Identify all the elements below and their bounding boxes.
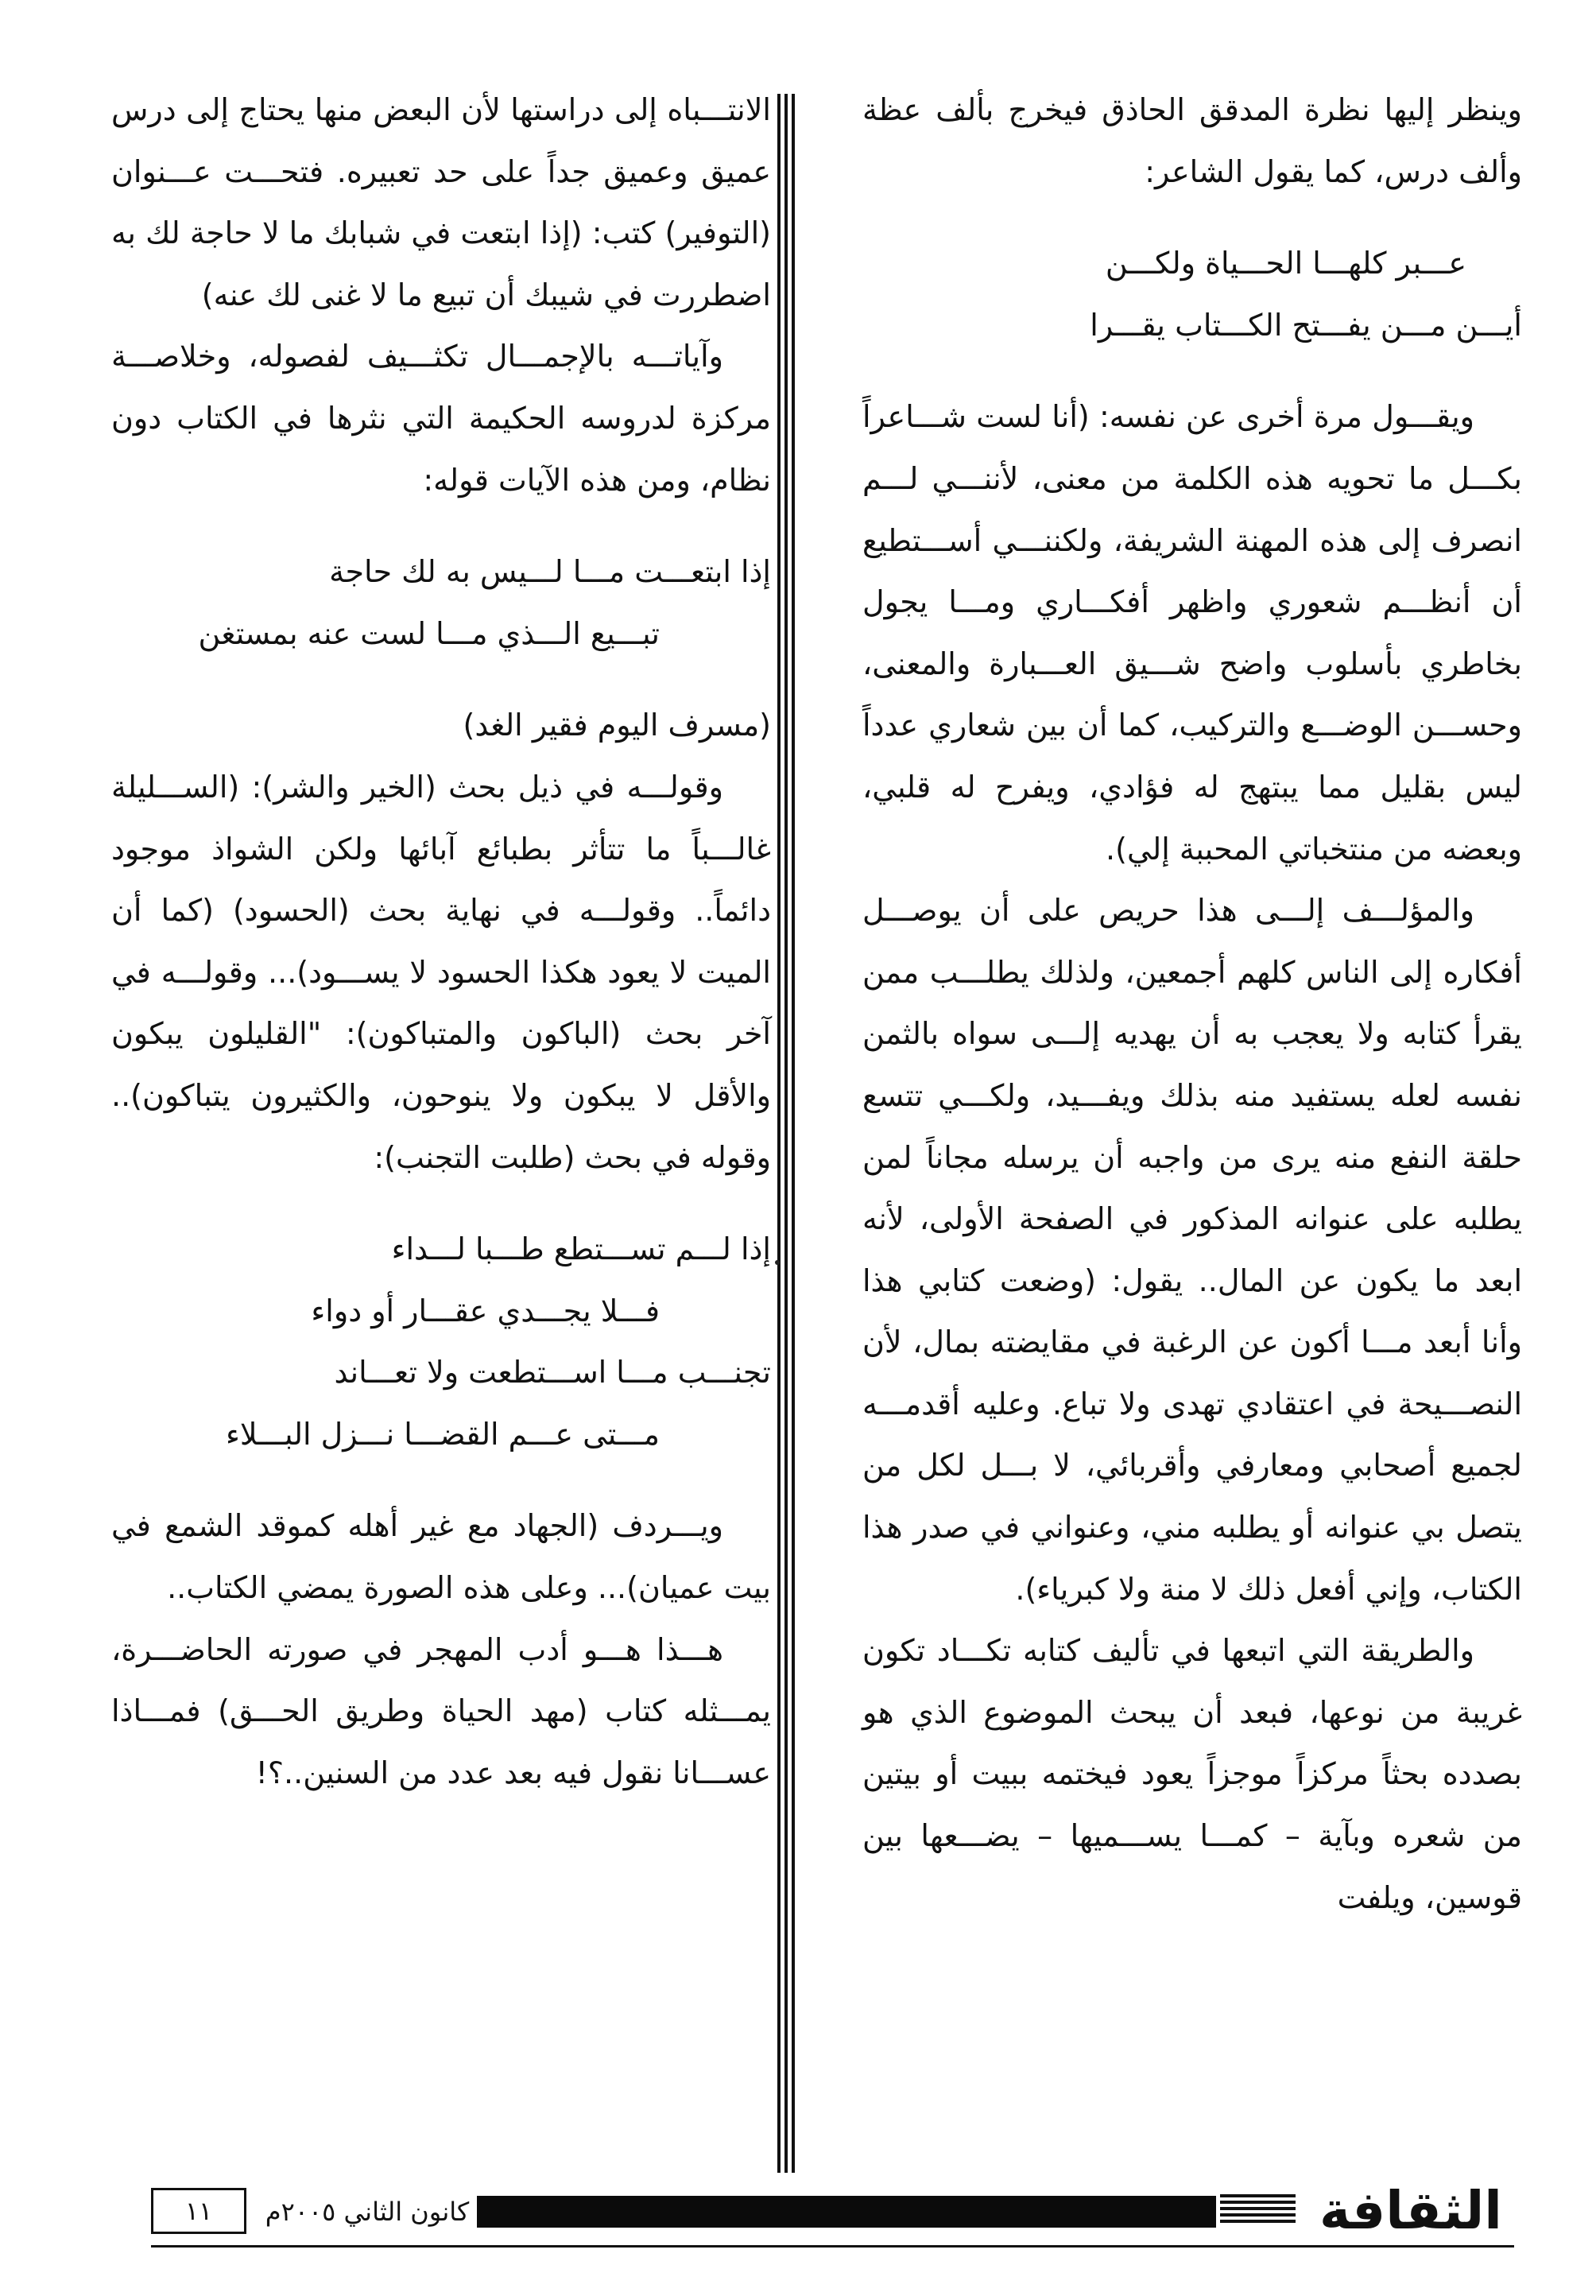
paragraph: وينظر إليها نظرة المدقق الحاذق فيخرج بألف عظة وألف درس، كما يقول الشاعر: bbox=[862, 92, 1522, 189]
footer-bar bbox=[477, 2196, 1216, 2228]
paragraph: هـــذا هـــو أدب المهجر في صورته الحاضـــرة، يمـــثله كتاب (مهد الحياة وطريق الحـــق) فمـــاذا عســـانا نقول فيه بعد عدد من السنين..؟! bbox=[111, 1631, 771, 1790]
spacer bbox=[111, 665, 771, 695]
paragraph: وآياتـــه بالإجمـــال تكثـــيف لفصوله، وخلاصـــة مركزة لدروسه الحكيمة التي نثرها في الكتاب دون نظام، ومن هذه الآيات قوله: bbox=[111, 339, 771, 498]
spacer bbox=[862, 203, 1522, 233]
spacer bbox=[111, 511, 771, 541]
paragraph: ويقـــول مرة أخرى عن نفسه: (أنا لست شـــاعراً بكـــل ما تحويه هذه الكلمة من معنى، لأننـــي لـــم انصرف إلى هذه المهنة الشريفة، ولكننـــي أســـتطيع أن أنظـــم شعوري واظهر أفكـــاري ومـــا يجول بخاطري بأسلوب واضح شـــيق العـــبارة والمعنى، وحســـن الوضـــع والتركيب، كما أن بين شعاري عدداً ليس بقليل مما يبتهج له فؤادي، ويفرح له قلبي، وبعضه من منتخباتي المحببة إلي). bbox=[862, 399, 1522, 867]
verse-line: تبـــيع الـــذي مـــا لست عنه بمستغن bbox=[198, 615, 660, 651]
issue-date: كانون الثاني ٢٠٠٥م bbox=[265, 2197, 470, 2227]
page-footer bbox=[151, 2180, 1514, 2241]
verse-line: أيـــن مـــن يفـــتح الكـــتاب يقـــرا bbox=[1090, 307, 1522, 343]
verse-line: عـــبر كلهـــا الحـــياة ولكـــن bbox=[1105, 246, 1466, 281]
verse-line: فـــلا يجـــدي عقـــار أو دواء bbox=[311, 1293, 660, 1328]
spacer bbox=[111, 1189, 771, 1219]
speck bbox=[775, 1260, 780, 1265]
verse-line: إذا لـــم تســـتطع طـــبا لـــداء bbox=[391, 1231, 771, 1267]
paragraph: والطريقة التي اتبعها في تأليف كتابه تكـــاد تكون غريبة من نوعها، فبعد أن يبحث الموضوع الذي هو بصدده بحثاً مركزاً موجزاً يعود فيختمه ببيت أو بيتين من شعره وبآية – كمـــا يســـميها – يضـــعها بين قوسين، ويلفت bbox=[862, 1633, 1522, 1915]
paragraph: الانتـــباه إلى دراستها لأن البعض منها يحتاج إلى درس عميق وعميق جداً على حد تعبيره. فتحـــت عـــنوان (التوفير) كتب: (إذا ابتعت في شبابك ما لا حاجة لك به اضطررت في شيبك أن تبيع ما لا غنى لك عنه) bbox=[111, 92, 771, 312]
magazine-logo: الثقافة bbox=[1319, 2180, 1502, 2241]
verse-line: مـــتى عـــم القضـــا نـــزل البـــلاء bbox=[226, 1416, 660, 1452]
paragraph: وقولـــه في ذيل بحث (الخير والشر): (الســـليلة غالـــباً ما تتأثر بطبائع آبائها ولكن الشواذ موجود دائماً.. وقولـــه في نهاية بحث (الحسود) (كما أن الميت لا يعود هكذا الحسود لا يســـود)... وقولـــه في آخر بحث (الباكون والمتباكون): "القليلون يبكون والأقل لا يبكون ولا ينوحون، والكثيرون يتباكون).. وقوله في بحث (طلبت التجنب): bbox=[111, 769, 771, 1175]
paragraph: والمؤلـــف إلـــى هذا حريص على أن يوصـــل أفكاره إلى الناس كلهم أجمعين، ولذلك يطلـــب ممن يقرأ كتابه ولا يعجب به أن يهديه إلـــى سواه بالثمن نفسه لعله يستفيد منه بذلك ويفـــيد، ولكـــي تتسع حلقة النفع منه يرى من واجبه أن يرسله مجاناً لمن يطلبه على عنوانه المذكور في الصفحة الأولى، لأنه ابعد ما يكون عن المال.. يقول: (وضعت كتابي هذا وأنا أبعد مـــا أكون عن الرغبة في مقايضته بمال، لأن النصـــيحة في اعتقادي تهدى ولا تباع. وعليه أقدمـــه لجميع أصحابي ومعارفي وأقربائي، لا بـــل لكل من يتصل بي عنوانه أو يطلبه مني، وعنواني في صدر هذا الكتاب، وإني أفعل ذلك لا منة ولا كبرياء). bbox=[862, 893, 1522, 1607]
spacer bbox=[862, 356, 1522, 386]
verse-line: تجنـــب مـــا اســـتطعت ولا تعـــاند bbox=[334, 1355, 771, 1390]
left-column bbox=[111, 80, 771, 1804]
spacer bbox=[111, 1465, 771, 1495]
right-column bbox=[862, 80, 1522, 1929]
column-divider bbox=[777, 94, 795, 2173]
verse-line: إذا ابتعـــت مـــا لـــيس به لك حاجة bbox=[329, 554, 771, 590]
page-number: ١١ bbox=[151, 2188, 246, 2234]
footer-rule bbox=[151, 2245, 1514, 2248]
paragraph: (مسرف اليوم فقير الغد) bbox=[463, 708, 771, 743]
paragraph: ويـــردف (الجهاد مع غير أهله كموقد الشمع في بيت عميان)... وعلى هذه الصورة يمضي الكتاب.. bbox=[111, 1508, 771, 1606]
footer-stripes bbox=[1220, 2194, 1296, 2229]
